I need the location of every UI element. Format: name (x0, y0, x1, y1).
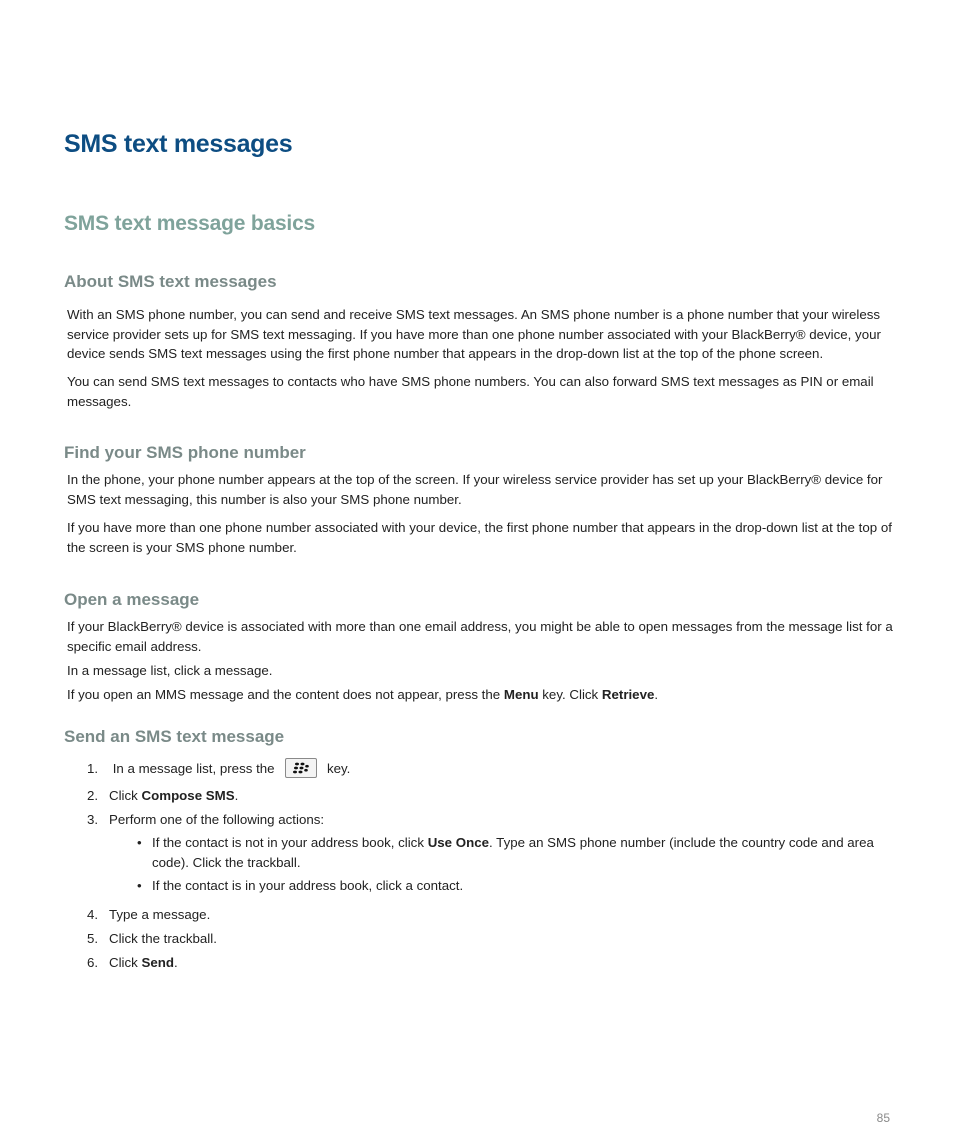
step-number: 5. (87, 931, 99, 946)
chapter-title: SMS text messages (64, 130, 293, 158)
step-number: 2. (87, 788, 99, 803)
step-number: 1. (87, 761, 99, 776)
step-6-end: . (174, 955, 178, 970)
step-5-text: Click the trackball. (109, 931, 217, 946)
step-6 (87, 953, 178, 973)
topic-heading-about: About SMS text messages (64, 272, 277, 291)
bullet-icon: • (137, 878, 142, 893)
menu-key-label: Menu (503, 687, 539, 702)
step-1-text-end: key. (326, 761, 351, 776)
step-2 (87, 786, 238, 806)
bullet-icon: • (137, 835, 142, 850)
step-4 (87, 905, 210, 925)
compose-sms-label: Compose SMS (141, 788, 235, 803)
step-2-text: Click (109, 788, 142, 803)
about-paragraph-2: You can send SMS text messages to contacts who have SMS phone numbers. You can also forward SMS text messages as PIN or email messages. (67, 374, 874, 409)
step-3-text: Perform one of the following actions: (109, 812, 325, 827)
bullet-1-text (152, 833, 897, 872)
open-paragraph-2: In a message list, click a message. (67, 663, 273, 678)
retrieve-menu-label: Retrieve (601, 687, 655, 702)
step-5 (87, 929, 217, 949)
find-paragraph-1: In the phone, your phone number appears at the top of the screen. If your wireless service provider has set up your BlackBerry® device for SMS text messaging, this number is also your SMS phone number. (67, 472, 883, 507)
step-number: 4. (87, 907, 99, 922)
bullet-item-2 (137, 876, 897, 896)
step-1-text: In a message list, press the (112, 761, 275, 776)
open-paragraph-1: If your BlackBerry® device is associated with more than one email address, you might be able to open messages from the message list for a specific email address. (67, 619, 893, 654)
topic-heading-open: Open a message (64, 590, 200, 609)
bullet-2-text: If the contact is in your address book, click a contact. (152, 878, 464, 893)
section-title: SMS text message basics (64, 212, 316, 235)
bullet-item-1 (137, 833, 897, 872)
step-number: 3. (87, 812, 99, 827)
about-paragraph-1: With an SMS phone number, you can send and receive SMS text messages. An SMS phone number is a phone number that your wireless service provider sets up for SMS text messaging. If you have more than one phone number associated with your BlackBerry® device, your device sends SMS text messages using the first phone number that appears in the drop-down list at the top of the phone screen. (67, 307, 881, 361)
find-paragraph-2: If you have more than one phone number associated with your device, the first phone number that appears in the drop-down list at the top of the screen is your SMS phone number. (67, 520, 892, 555)
blackberry-menu-key-icon (285, 758, 317, 778)
open-p3-end: . (654, 687, 659, 702)
topic-heading-send: Send an SMS text message (64, 727, 285, 746)
step-number: 6. (87, 955, 99, 970)
open-paragraph-3 (67, 685, 897, 705)
bullet-1-post: . Type an SMS phone number (include the country code and area code). Click the trackball. (152, 835, 874, 870)
step-6-text: Click (109, 955, 142, 970)
open-p3-mid: key. Click (538, 687, 602, 702)
blackberry-logo-icon (293, 762, 309, 774)
use-once-label: Use Once (427, 835, 490, 850)
bullet-1-pre: If the contact is not in your address book, click (152, 835, 428, 850)
step-4-text: Type a message. (109, 907, 211, 922)
page-number: 85 (876, 1111, 890, 1125)
step-3 (87, 810, 324, 830)
topic-heading-find: Find your SMS phone number (64, 443, 306, 462)
send-label: Send (141, 955, 175, 970)
step-1 (87, 759, 350, 779)
open-p3-text: If you open an MMS message and the content does not appear, press the (67, 687, 504, 702)
step-2-end: . (234, 788, 239, 803)
